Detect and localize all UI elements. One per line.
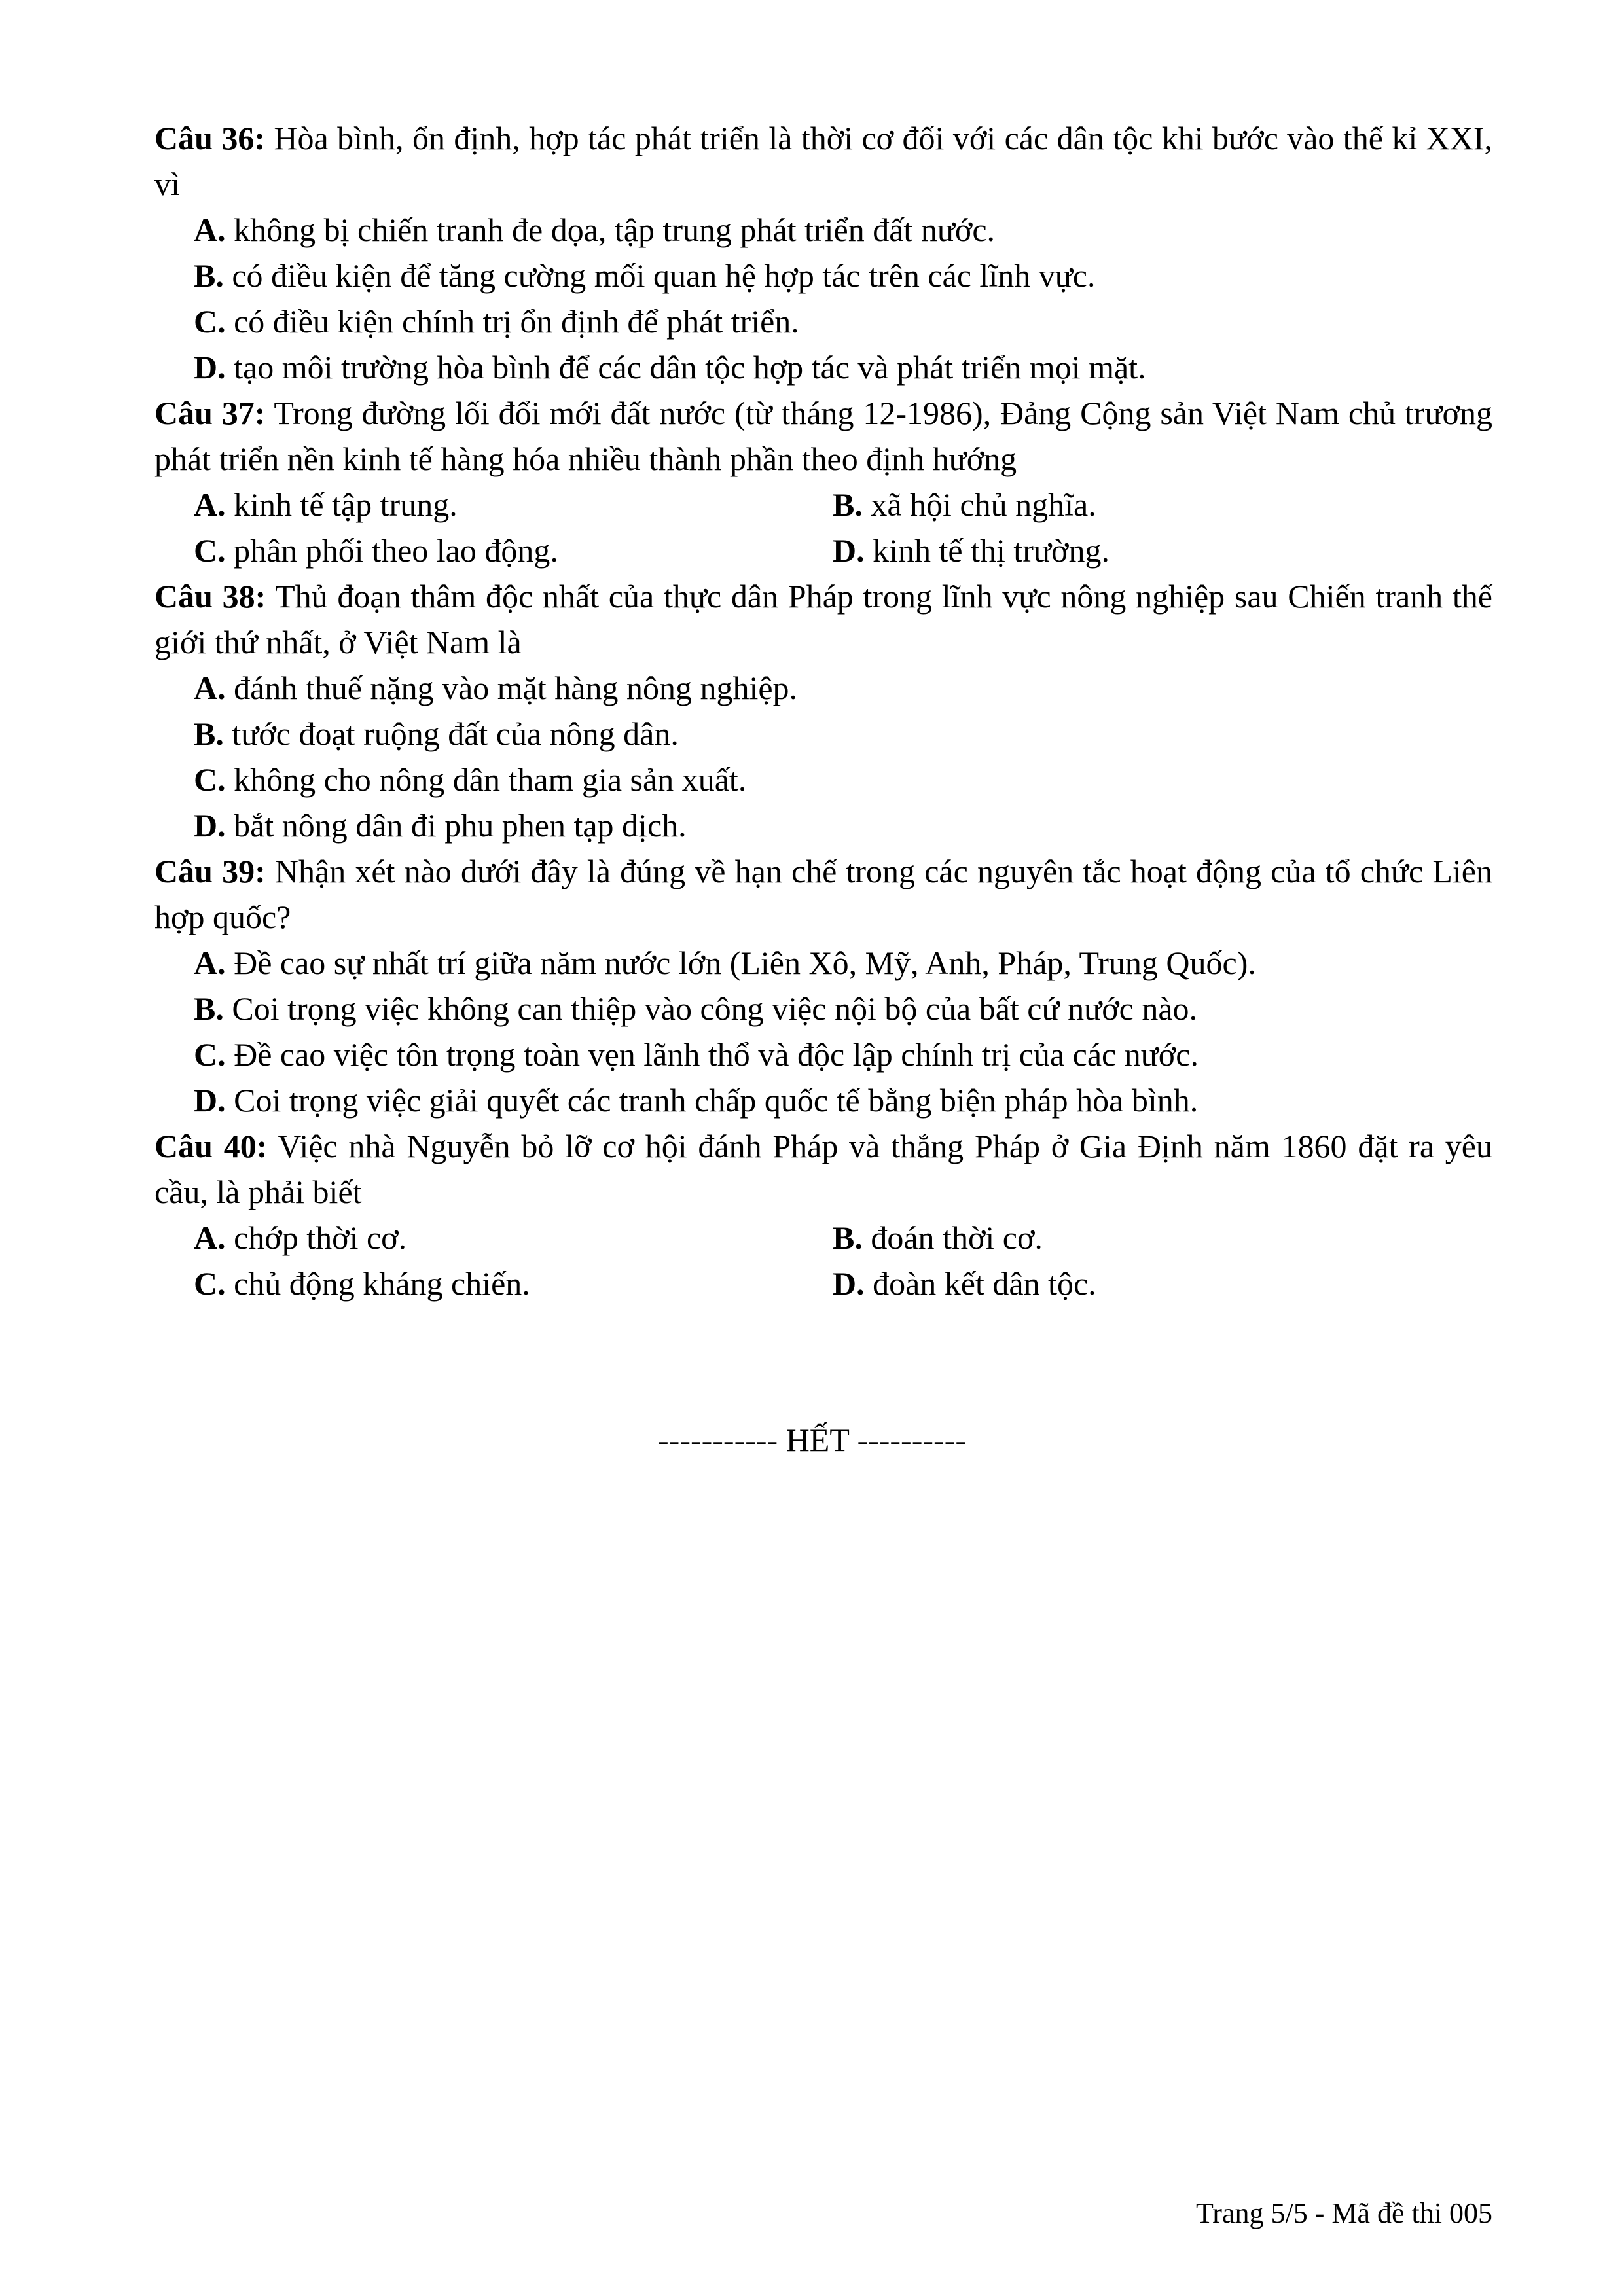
option-letter: C. bbox=[194, 532, 226, 569]
option-text: có điều kiện để tăng cường mối quan hệ hợp tác trên các lĩnh vực. bbox=[223, 257, 1096, 294]
question-stem bbox=[154, 1123, 1492, 1215]
option-text: Đề cao sự nhất trí giữa năm nước lớn (Liên Xô, Mỹ, Anh, Pháp, Trung Quốc). bbox=[225, 944, 1256, 981]
option-letter: B. bbox=[194, 257, 224, 294]
option-letter: A. bbox=[194, 1219, 226, 1256]
option-b bbox=[154, 253, 1492, 298]
question-label: Câu 40: bbox=[154, 1128, 268, 1164]
option-a bbox=[154, 665, 1492, 711]
option-letter: B. bbox=[833, 1219, 863, 1256]
option-text: chủ động kháng chiến. bbox=[225, 1265, 530, 1302]
option-a bbox=[194, 1215, 833, 1261]
option-a bbox=[194, 482, 833, 528]
option-letter: A. bbox=[194, 486, 226, 523]
option-letter: D. bbox=[833, 1265, 865, 1302]
question-36 bbox=[154, 115, 1492, 390]
option-letter: D. bbox=[194, 349, 226, 386]
option-c bbox=[154, 1031, 1492, 1077]
option-text: bắt nông dân đi phu phen tạp dịch. bbox=[225, 807, 687, 844]
option-b bbox=[154, 986, 1492, 1031]
option-text: Coi trọng việc không can thiệp vào công việc nội bộ của bất cứ nước nào. bbox=[223, 990, 1198, 1027]
option-letter: A. bbox=[194, 670, 226, 706]
option-letter: B. bbox=[194, 715, 224, 752]
option-letter: D. bbox=[833, 532, 865, 569]
option-letter: C. bbox=[194, 1265, 226, 1302]
option-d bbox=[154, 344, 1492, 390]
option-row bbox=[154, 1215, 1492, 1261]
option-c bbox=[154, 757, 1492, 802]
option-text: kinh tế tập trung. bbox=[225, 486, 458, 523]
option-c bbox=[194, 1261, 833, 1306]
option-letter: D. bbox=[194, 1082, 226, 1119]
question-39 bbox=[154, 848, 1492, 1123]
option-text: có điều kiện chính trị ổn định để phát triển. bbox=[225, 303, 799, 340]
question-text: Trong đường lối đổi mới đất nước (từ tháng 12-1986), Đảng Cộng sản Việt Nam chủ trương phát triển nền kinh tế hàng hóa nhiều thành phần theo định hướng bbox=[154, 395, 1492, 477]
question-37 bbox=[154, 390, 1492, 573]
page-footer: Trang 5/5 - Mã đề thi 005 bbox=[1195, 2197, 1492, 2229]
option-c bbox=[194, 528, 833, 573]
option-d bbox=[154, 802, 1492, 848]
option-letter: C. bbox=[194, 1036, 226, 1073]
option-text: phân phối theo lao động. bbox=[225, 532, 558, 569]
option-text: Coi trọng việc giải quyết các tranh chấp quốc tế bằng biện pháp hòa bình. bbox=[225, 1082, 1199, 1119]
option-letter: C. bbox=[194, 761, 226, 798]
option-text: tước đoạt ruộng đất của nông dân. bbox=[223, 715, 679, 752]
option-d bbox=[154, 1077, 1492, 1123]
question-label: Câu 36: bbox=[154, 120, 265, 156]
option-letter: B. bbox=[194, 990, 224, 1027]
option-letter: A. bbox=[194, 211, 226, 248]
option-a bbox=[154, 207, 1492, 253]
option-a bbox=[154, 940, 1492, 986]
question-stem bbox=[154, 848, 1492, 940]
option-b bbox=[833, 482, 1471, 528]
question-label: Câu 39: bbox=[154, 853, 266, 889]
option-letter: B. bbox=[833, 486, 863, 523]
option-text: không cho nông dân tham gia sản xuất. bbox=[225, 761, 747, 798]
question-38 bbox=[154, 573, 1492, 848]
end-of-exam-marker: ----------- HẾT ---------- bbox=[658, 1422, 966, 1458]
option-row bbox=[154, 482, 1492, 528]
question-40 bbox=[154, 1123, 1492, 1306]
question-text: Thủ đoạn thâm độc nhất của thực dân Pháp trong lĩnh vực nông nghiệp sau Chiến tranh thế giới thứ nhất, ở Việt Nam là bbox=[154, 578, 1492, 660]
option-text: đánh thuế nặng vào mặt hàng nông nghiệp. bbox=[225, 670, 798, 706]
option-b bbox=[154, 711, 1492, 757]
question-stem bbox=[154, 390, 1492, 482]
option-letter: A. bbox=[194, 944, 226, 981]
exam-page-content bbox=[154, 115, 1492, 1306]
option-text: đoàn kết dân tộc. bbox=[864, 1265, 1096, 1302]
option-text: Đề cao việc tôn trọng toàn vẹn lãnh thổ và độc lập chính trị của các nước. bbox=[225, 1036, 1199, 1073]
option-text: đoán thời cơ. bbox=[862, 1219, 1043, 1256]
option-b bbox=[833, 1215, 1471, 1261]
option-text: kinh tế thị trường. bbox=[864, 532, 1110, 569]
option-c bbox=[154, 298, 1492, 344]
option-text: không bị chiến tranh đe dọa, tập trung phát triển đất nước. bbox=[225, 211, 996, 248]
option-row bbox=[154, 1261, 1492, 1306]
option-letter: D. bbox=[194, 807, 226, 844]
option-d bbox=[833, 1261, 1471, 1306]
question-label: Câu 38: bbox=[154, 578, 266, 615]
option-text: tạo môi trường hòa bình để các dân tộc hợp tác và phát triển mọi mặt. bbox=[225, 349, 1146, 386]
question-text: Việc nhà Nguyễn bỏ lỡ cơ hội đánh Pháp và thắng Pháp ở Gia Định năm 1860 đặt ra yêu cầu, là phải biết bbox=[154, 1128, 1492, 1210]
question-label: Câu 37: bbox=[154, 395, 266, 431]
question-text: Nhận xét nào dưới đây là đúng về hạn chế trong các nguyên tắc hoạt động của tổ chức Liên hợp quốc? bbox=[154, 853, 1492, 935]
option-row bbox=[154, 528, 1492, 573]
option-letter: C. bbox=[194, 303, 226, 340]
option-text: chớp thời cơ. bbox=[225, 1219, 407, 1256]
question-stem bbox=[154, 115, 1492, 207]
question-stem bbox=[154, 573, 1492, 665]
option-d bbox=[833, 528, 1471, 573]
question-text: Hòa bình, ổn định, hợp tác phát triển là thời cơ đối với các dân tộc khi bước vào thế kỉ XXI, vì bbox=[154, 120, 1492, 202]
option-text: xã hội chủ nghĩa. bbox=[862, 486, 1096, 523]
